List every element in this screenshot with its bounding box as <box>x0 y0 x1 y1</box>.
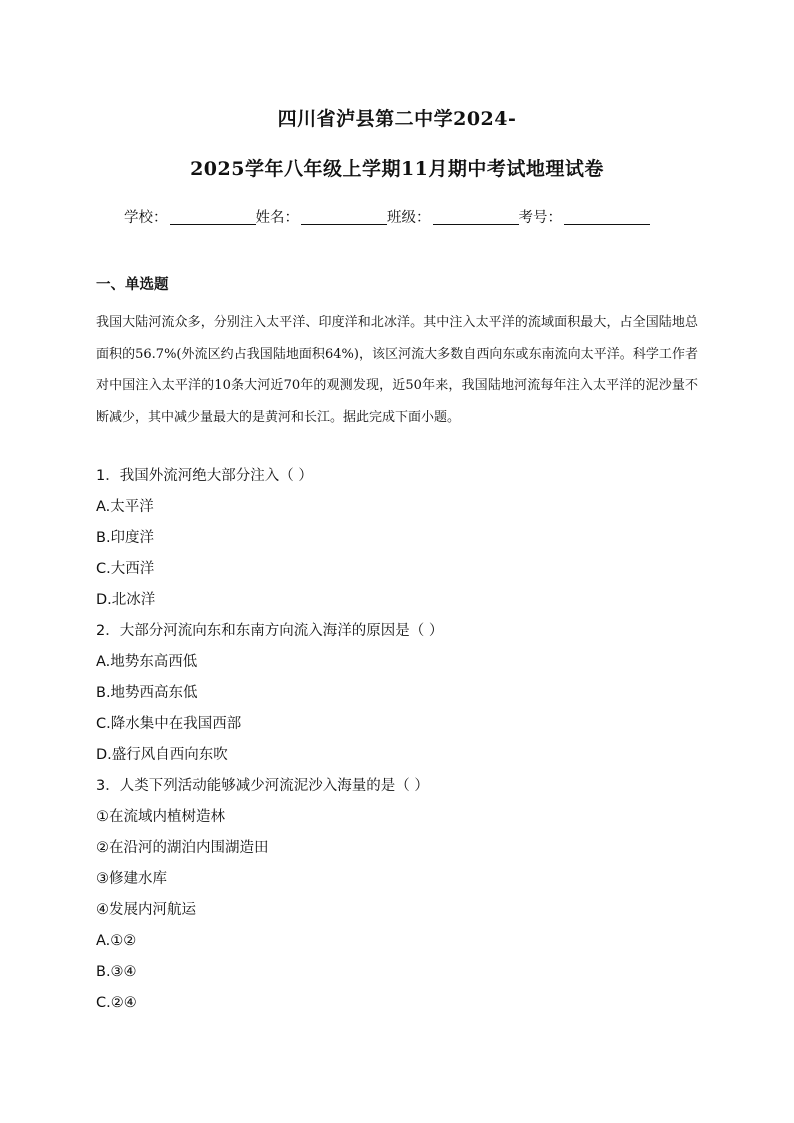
class-label: 班级： <box>387 210 431 226</box>
question-3-stem: 3．人类下列活动能够减少河流泥沙入海量的是（ ） <box>96 778 429 794</box>
question-1-option-d: D.北冰洋 <box>96 592 156 608</box>
question-list <box>96 461 698 1019</box>
question-1-option-b: B.印度洋 <box>96 530 155 546</box>
school-label: 学校： <box>124 210 168 226</box>
name-field <box>256 206 388 227</box>
school-field <box>124 206 256 227</box>
question-3-item-1: ①在流域内植树造林 <box>96 809 225 825</box>
question-2-option-b: B.地势西高东低 <box>96 685 198 701</box>
exam-number-blank <box>564 210 650 225</box>
question-1-stem: 1．我国外流河绝大部分注入（ ） <box>96 468 313 484</box>
question-3-option-c: C.②④ <box>96 995 137 1011</box>
question-3-item-3: ③修建水库 <box>96 871 167 887</box>
exam-number-field <box>519 206 651 227</box>
question-1-option-c: C.大西洋 <box>96 561 155 577</box>
question-3-item-4: ④发展内河航运 <box>96 902 196 918</box>
class-field <box>387 206 519 227</box>
question-2-option-d: D.盛行风自西向东吹 <box>96 747 228 763</box>
reading-passage: 我国大陆河流众多，分别注入太平洋、印度洋和北冰洋。其中注入太平洋的流域面积最大，占全国陆地总面积的56.7%(外流区约占我国陆地面积64%)，该区河流大多数自西向东或东南流向太平洋。科学工作者对中国注入太平洋的10条大河近70年的观测发现，近50年来，我国陆地河流每年注入太平洋的泥沙量不断减少，其中减少量最大的是黄河和长江。据此完成下面小题。 <box>96 315 698 425</box>
school-blank <box>170 210 256 225</box>
question-1-option-a: A.太平洋 <box>96 499 154 515</box>
question-3-item-2: ②在沿河的湖泊内围湖造田 <box>96 840 269 856</box>
question-3-option-b: B.③④ <box>96 964 137 980</box>
name-label: 姓名： <box>255 210 299 226</box>
exam-title-line2: 2025学年八年级上学期11月期中考试地理试卷 <box>190 158 604 180</box>
exam-title-line1: 四川省泸县第二中学2024- <box>277 108 517 130</box>
question-2-option-a: A.地势东高西低 <box>96 654 198 670</box>
question-3-option-a: A.①② <box>96 933 137 949</box>
section-title: 一、单选题 <box>96 277 169 293</box>
name-blank <box>301 210 387 225</box>
question-2-option-c: C.降水集中在我国西部 <box>96 716 242 732</box>
class-blank <box>433 210 519 225</box>
question-2-stem: 2．大部分河流向东和东南方向流入海洋的原因是（ ） <box>96 623 444 639</box>
exam-number-label: 考号： <box>518 210 562 226</box>
student-info-row <box>124 206 684 227</box>
